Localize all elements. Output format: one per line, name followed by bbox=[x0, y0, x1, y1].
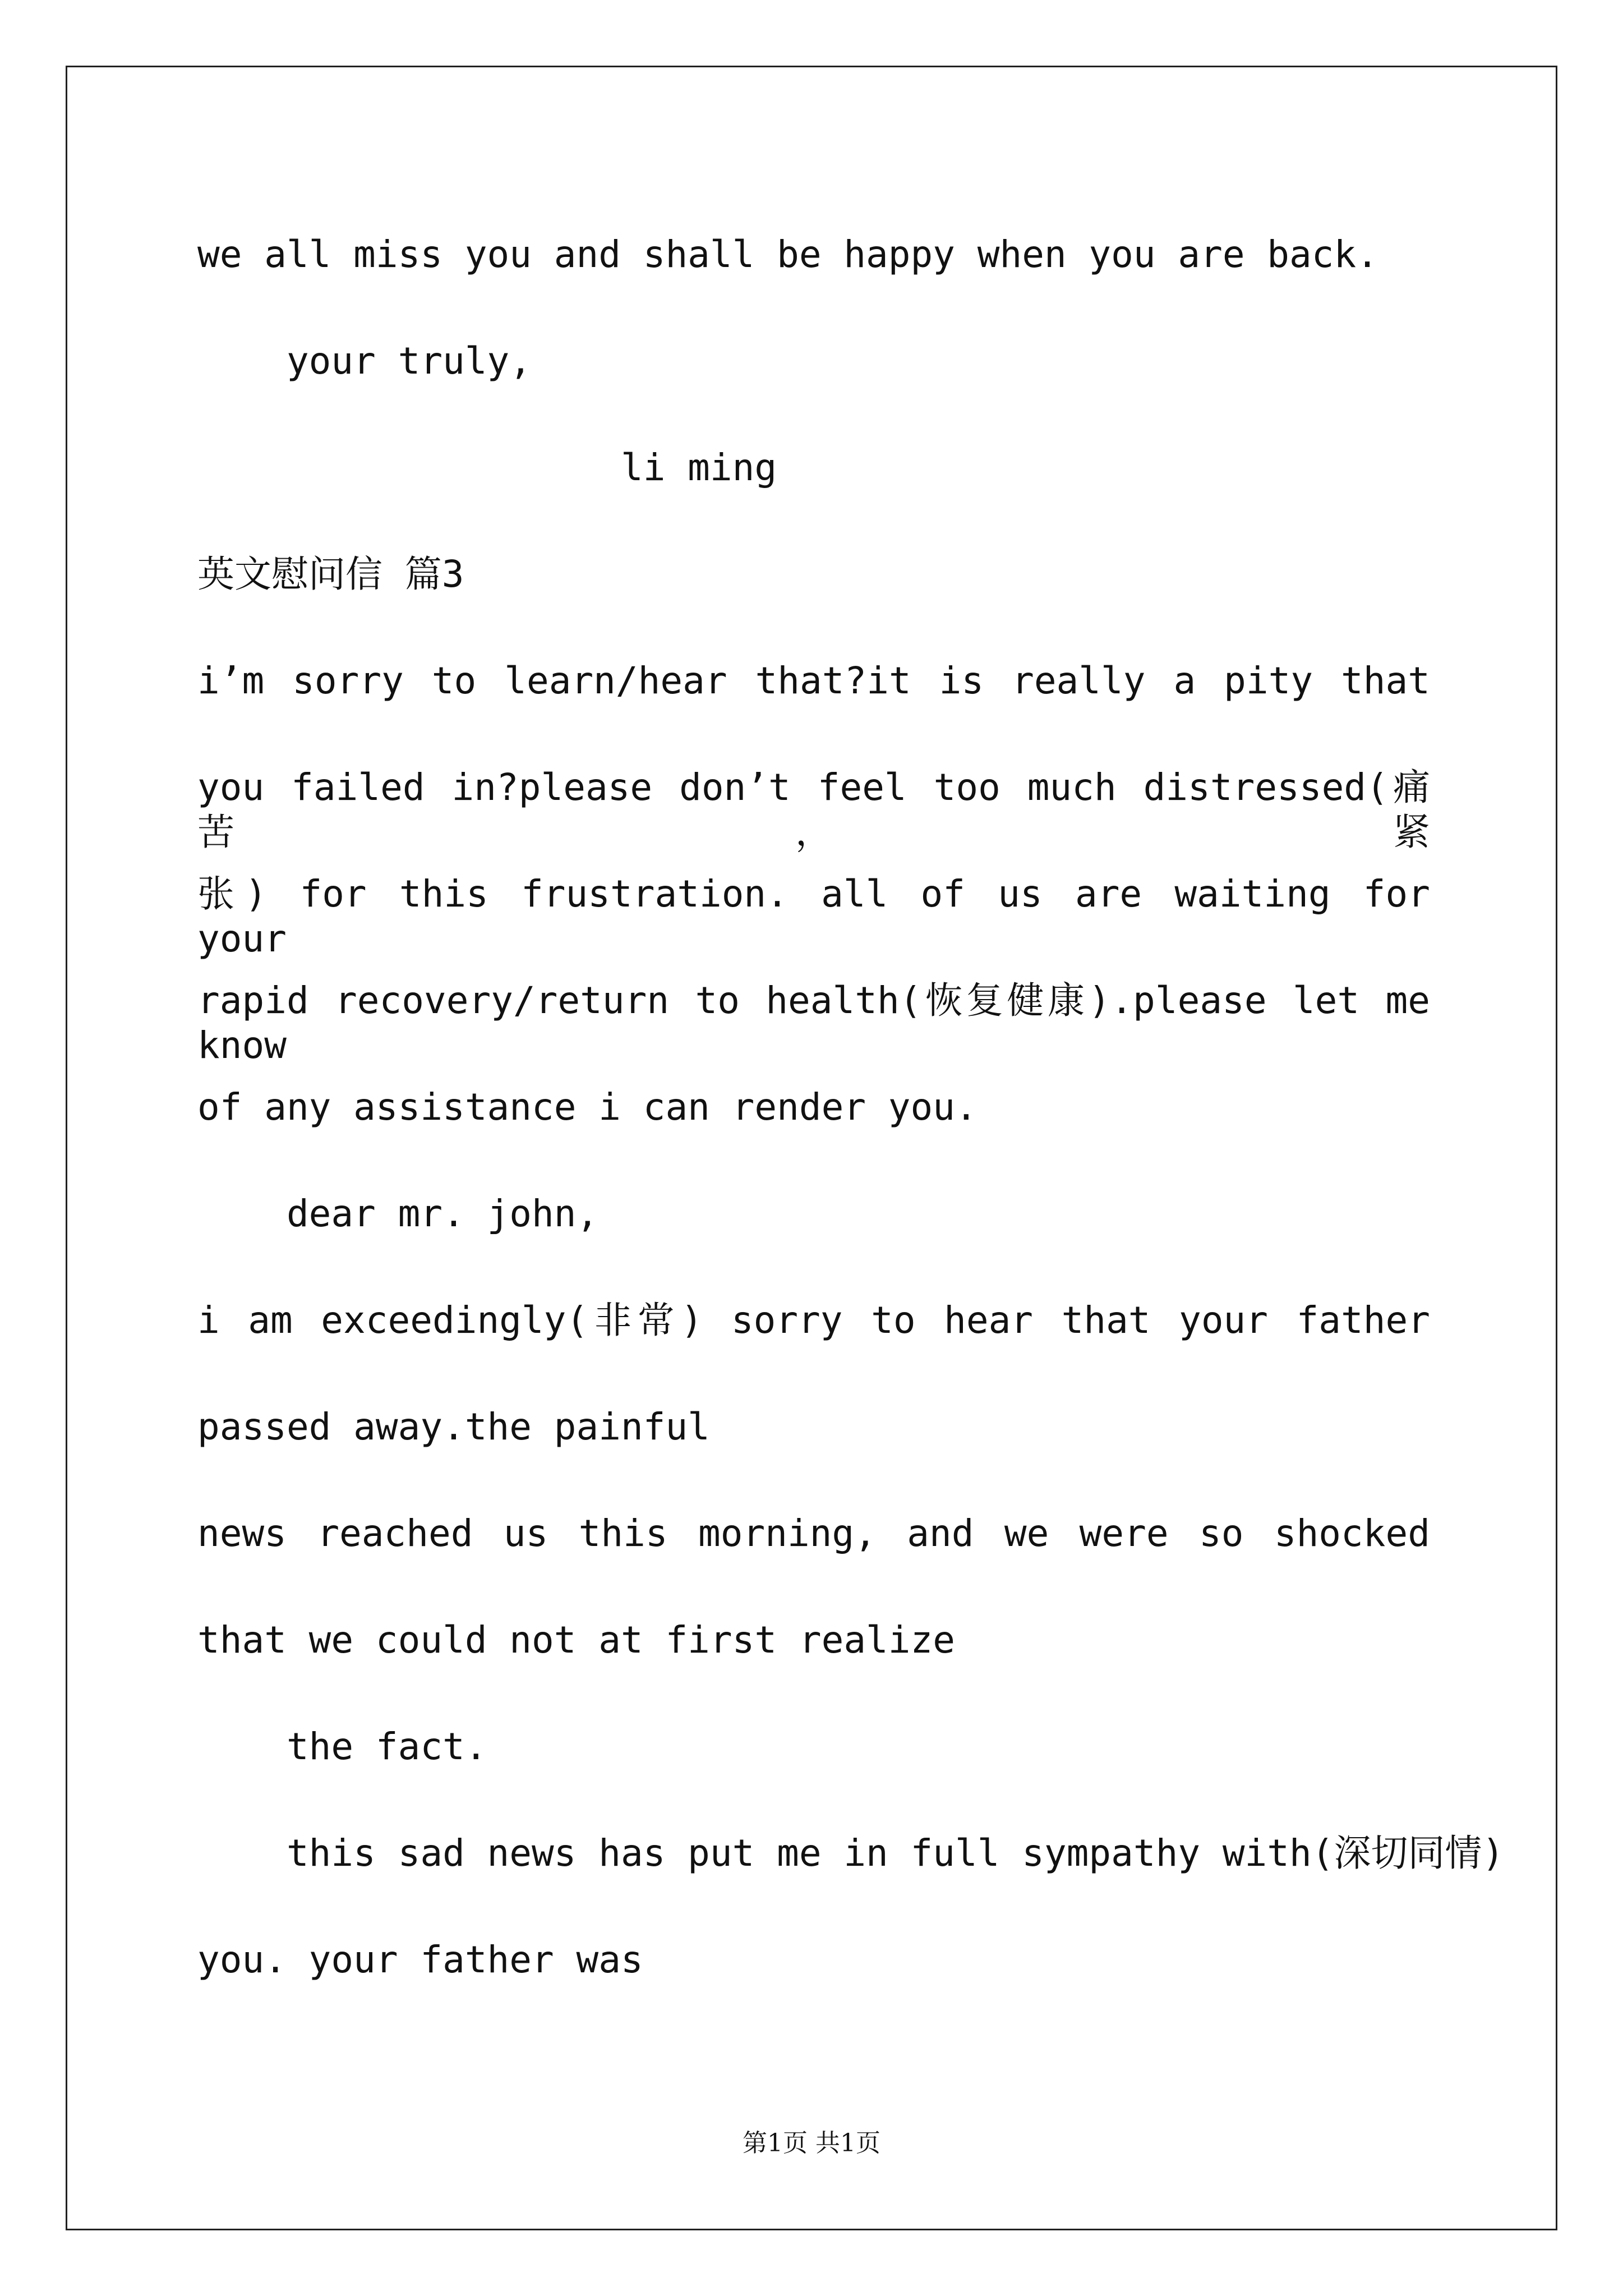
body-line-17: you. your father was bbox=[197, 1938, 643, 1981]
salutation-line: dear mr. john, bbox=[197, 1192, 599, 1235]
body-line-1: we all miss you and shall be happy when you are back. bbox=[197, 233, 1378, 276]
body-line-16: this sad news has put me in full sympathy with(深切同情) bbox=[197, 1832, 1505, 1875]
section-heading: 英文慰问信 篇3 bbox=[197, 553, 464, 596]
body-line-11: i am exceedingly(非常) sorry to hear that your father bbox=[197, 1299, 1430, 1342]
body-line-13: news reached us this morning, and we were so shocked bbox=[197, 1512, 1430, 1555]
body-line-12: passed away.the painful bbox=[197, 1405, 710, 1448]
body-line-14: that we could not at first realize bbox=[197, 1618, 956, 1662]
page-number-footer: 第1页 共1页 bbox=[743, 2129, 880, 2157]
body-line-7: 张) for this frustration. all of us are waiting for your bbox=[197, 872, 1430, 960]
closing-line: your truly, bbox=[197, 339, 532, 383]
signature-line: li ming bbox=[197, 446, 777, 489]
page-border bbox=[66, 66, 1557, 2230]
body-line-6: you failed in?please don’t feel too much distressed(痛苦，紧 bbox=[197, 766, 1430, 854]
body-line-9: of any assistance i can render you. bbox=[197, 1085, 978, 1129]
body-line-15: the fact. bbox=[197, 1725, 487, 1768]
body-line-8: rapid recovery/return to health(恢复健康).please let me know bbox=[197, 979, 1430, 1067]
body-line-5: i’m sorry to learn/hear that?it is really a pity that bbox=[197, 659, 1430, 702]
